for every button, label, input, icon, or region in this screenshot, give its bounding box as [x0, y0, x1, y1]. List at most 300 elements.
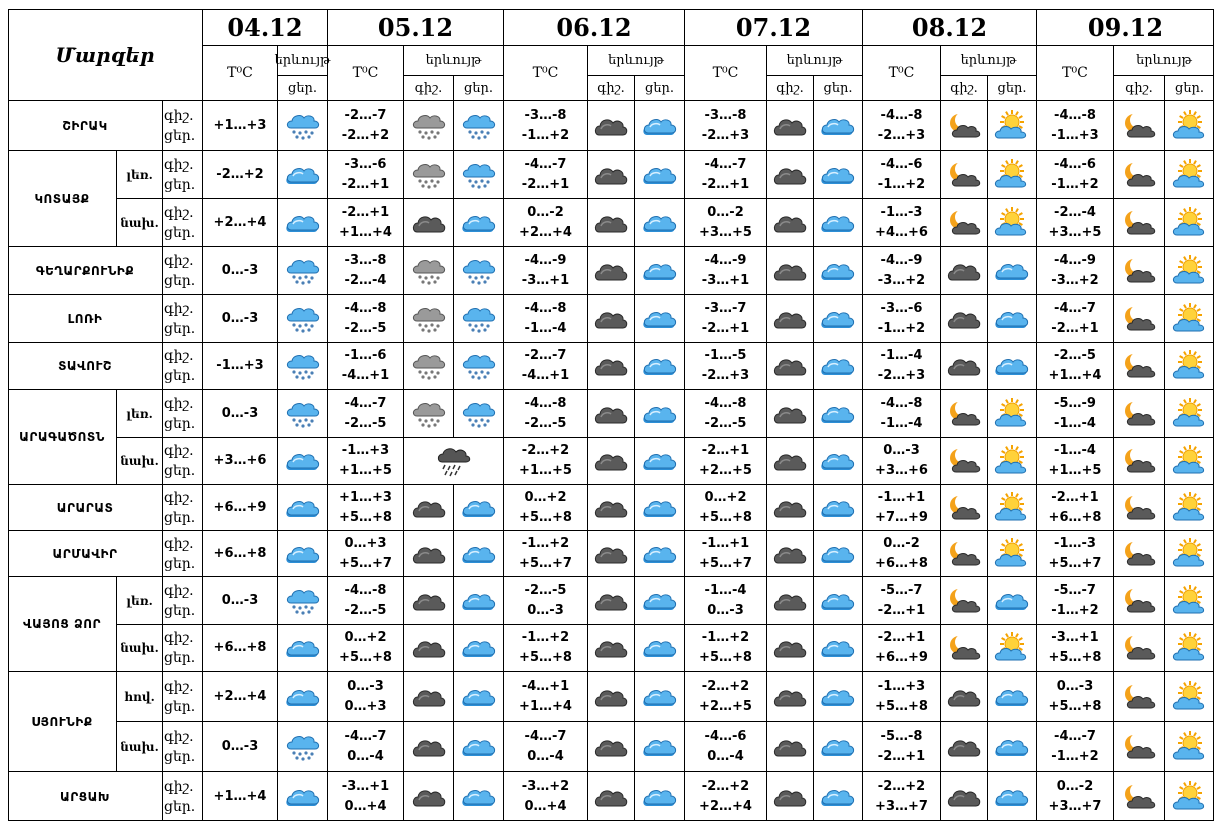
- day-temperature: +5…+8: [875, 698, 928, 714]
- night-temperature: -5…-9: [1054, 395, 1096, 411]
- day-label: ցեր.: [164, 463, 196, 479]
- temperature-cell: [862, 150, 940, 198]
- weather-icon-cell: [634, 624, 684, 671]
- night-label: գիշ.: [164, 778, 194, 795]
- night-temperature: -1…+2: [521, 630, 570, 645]
- blue-cloud-icon: [285, 782, 321, 812]
- snow-gray-cloud-icon: [411, 256, 447, 286]
- blue-cloud-icon: [820, 256, 856, 286]
- weather-icon-cell: [813, 484, 862, 530]
- moon-cloud-icon: [1121, 732, 1157, 762]
- night-temperature: -1…+3: [877, 678, 926, 694]
- weather-icon-cell: [1164, 342, 1214, 389]
- night-temperature: -2…+1: [341, 204, 390, 220]
- night-header: գիշ.: [403, 75, 453, 100]
- weather-icon-cell: [453, 624, 503, 671]
- weather-icon-cell: [766, 198, 813, 246]
- day-temperature: +2…+4: [213, 688, 267, 704]
- day-temperature: +3…+6: [213, 453, 267, 468]
- night-day-labels: [162, 484, 202, 530]
- night-temperature: -4…-8: [524, 300, 567, 316]
- night-temperature: -1…+1: [877, 489, 926, 505]
- gray-cloud-icon: [593, 586, 629, 616]
- temperature-cell: [503, 198, 587, 246]
- gray-cloud-icon: [593, 539, 629, 569]
- weather-icon-cell: [403, 721, 453, 771]
- temperature-cell: [503, 771, 587, 821]
- weather-icon-cell: [940, 576, 987, 624]
- day-temperature: -2…+1: [701, 320, 750, 336]
- temperature-cell: [1036, 437, 1113, 484]
- temperature-cell: [862, 246, 940, 294]
- moon-cloud-icon: [946, 111, 982, 141]
- subregion-label: նախ.: [116, 721, 162, 771]
- day-temperature: -2…+2: [216, 166, 264, 182]
- day-temperature: -2…+1: [341, 176, 390, 192]
- weather-icon-cell: [587, 342, 634, 389]
- weather-icon-cell: [634, 246, 684, 294]
- snow-cloud-icon: [285, 732, 321, 762]
- day-temperature: 0…-4: [347, 748, 384, 764]
- snow-cloud-icon: [461, 304, 497, 334]
- phenomenon-header: երևույթ: [587, 45, 684, 75]
- region-name: ԱՐԱԳԱԾՈՏՆ: [8, 389, 116, 484]
- moon-cloud-icon: [1121, 682, 1157, 712]
- weather-icon-cell: [403, 771, 453, 821]
- day-temperature: +5…+8: [519, 509, 572, 525]
- blue-cloud-icon: [285, 539, 321, 569]
- gray-cloud-icon: [593, 732, 629, 762]
- night-temperature: -2…+2: [701, 678, 750, 694]
- blue-cloud-icon: [461, 208, 497, 238]
- subregion-label: լեռ.: [116, 389, 162, 437]
- night-temperature: -4…-7: [524, 728, 567, 744]
- blue-cloud-icon: [642, 351, 678, 381]
- day-temperature: +2…+5: [699, 698, 752, 714]
- day-temperature: -1…+2: [877, 320, 926, 336]
- day-temperature: -1…+2: [877, 176, 926, 192]
- snow-gray-cloud-icon: [411, 160, 447, 190]
- day-label: ցեր.: [164, 415, 196, 432]
- night-label: գիշ.: [164, 395, 194, 412]
- temperature-cell: [684, 771, 766, 821]
- date-header: 05.12: [327, 9, 503, 45]
- temperature-cell: [1036, 671, 1113, 721]
- day-label: ցեր.: [164, 320, 196, 337]
- weather-icon-cell: [987, 624, 1036, 671]
- day-label: ցեր.: [164, 650, 196, 666]
- weather-icon-cell: [587, 671, 634, 721]
- blue-cloud-icon: [820, 399, 856, 429]
- night-header: գիշ.: [766, 75, 813, 100]
- day-temperature: +6…+9: [213, 499, 267, 515]
- day-temperature: -1…-4: [880, 415, 923, 431]
- day-temperature: 0…+4: [524, 798, 567, 814]
- day-temperature: -2…+3: [877, 368, 926, 383]
- weather-icon-cell: [987, 342, 1036, 389]
- snow-cloud-icon: [461, 111, 497, 141]
- night-temperature: 0…+2: [704, 489, 747, 505]
- weather-icon-cell: [940, 484, 987, 530]
- weather-icon-cell: [277, 437, 327, 484]
- temperature-cell: [1036, 624, 1113, 671]
- gray-cloud-icon: [411, 682, 447, 712]
- weather-icon-cell: [277, 342, 327, 389]
- night-temperature: -3…-7: [704, 300, 747, 316]
- temperature-cell: [503, 484, 587, 530]
- blue-cloud-icon: [994, 351, 1030, 381]
- night-temperature: -4…-9: [1054, 252, 1096, 268]
- night-temperature: -2…-4: [1054, 204, 1096, 220]
- weather-icon-cell: [1164, 624, 1214, 671]
- day-temperature: -2…+3: [877, 127, 926, 143]
- weather-icon-cell: [587, 624, 634, 671]
- day-temperature: 0…-3: [221, 738, 259, 754]
- weather-icon-cell: [1164, 294, 1214, 342]
- night-temperature: -3…-6: [344, 156, 387, 172]
- gray-cloud-icon: [593, 446, 629, 476]
- snow-cloud-icon: [285, 586, 321, 616]
- night-temperature: -4…-8: [880, 107, 923, 123]
- night-temperature: -4…-8: [344, 582, 387, 598]
- day-label: ցեր.: [164, 127, 196, 144]
- moon-cloud-icon: [1121, 446, 1157, 476]
- weather-icon-cell: [277, 389, 327, 437]
- gray-cloud-icon: [772, 493, 808, 523]
- temperature-cell: [202, 246, 277, 294]
- day-temperature: 0…-4: [707, 748, 744, 764]
- weather-icon-cell: [277, 198, 327, 246]
- weather-icon-cell: [634, 389, 684, 437]
- moon-cloud-icon: [1121, 256, 1157, 286]
- day-temperature: +3…+7: [875, 798, 928, 814]
- weather-icon-cell: [587, 437, 634, 484]
- blue-cloud-icon: [642, 539, 678, 569]
- weather-icon-cell: [766, 294, 813, 342]
- subregion-label: լեռ.: [116, 150, 162, 198]
- night-label: գիշ.: [164, 728, 194, 745]
- weather-icon-cell: [1164, 530, 1214, 576]
- sun-cloud-icon: [1172, 111, 1208, 141]
- weather-icon-cell: [813, 100, 862, 150]
- weather-icon-cell: [403, 484, 453, 530]
- weather-icon-cell: [587, 246, 634, 294]
- weather-icon-cell: [940, 530, 987, 576]
- temperature-cell: [327, 246, 403, 294]
- weather-icon-cell: [813, 389, 862, 437]
- day-temperature: +5…+7: [519, 555, 572, 571]
- sun-cloud-icon: [1172, 493, 1208, 523]
- day-label: ցեր.: [164, 509, 196, 526]
- night-temperature: 0…+2: [344, 630, 387, 645]
- night-label: գիշ.: [164, 107, 194, 124]
- region-name: ԱՐՑԱԽ: [8, 771, 162, 821]
- weather-icon-cell: [940, 100, 987, 150]
- weather-icon-cell: [1164, 721, 1214, 771]
- weather-icon-cell: [813, 198, 862, 246]
- gray-cloud-icon: [772, 208, 808, 238]
- weather-icon-cell: [940, 624, 987, 671]
- weather-icon-cell: [634, 150, 684, 198]
- subregion-label: հով.: [116, 671, 162, 721]
- blue-cloud-icon: [642, 256, 678, 286]
- sun-cloud-icon: [994, 208, 1030, 238]
- blue-cloud-icon: [642, 208, 678, 238]
- temperature-cell: [1036, 576, 1113, 624]
- rain-cloud-icon: [436, 446, 472, 476]
- day-temperature: -3…+2: [1051, 272, 1099, 288]
- day-label: ցեր.: [164, 602, 196, 619]
- weather-icon-cell: [587, 771, 634, 821]
- gray-cloud-icon: [772, 782, 808, 812]
- weather-icon-cell: [634, 671, 684, 721]
- night-temperature: 0…-2: [883, 535, 920, 551]
- night-day-labels: [162, 437, 202, 484]
- night-day-labels: [162, 771, 202, 821]
- weather-icon-cell: [587, 198, 634, 246]
- temperature-cell: [202, 294, 277, 342]
- weather-icon-cell: [587, 484, 634, 530]
- day-temperature: -2…+3: [701, 127, 750, 143]
- gray-cloud-icon: [593, 493, 629, 523]
- temperature-cell: [862, 198, 940, 246]
- temperature-cell: [503, 246, 587, 294]
- phenomenon-header: երևույթ: [277, 45, 327, 75]
- gray-cloud-icon: [411, 208, 447, 238]
- weather-icon-cell: [1164, 150, 1214, 198]
- weather-icon-cell: [277, 294, 327, 342]
- day-temperature: -2…+1: [701, 176, 750, 192]
- date-header: 06.12: [503, 9, 684, 45]
- temperature-cell: [327, 624, 403, 671]
- night-label: գիշ.: [164, 348, 194, 364]
- weather-icon-cell: [766, 576, 813, 624]
- temperature-cell: [202, 771, 277, 821]
- gray-cloud-icon: [946, 682, 982, 712]
- weather-icon-cell: [1113, 530, 1164, 576]
- sun-cloud-icon: [1172, 399, 1208, 429]
- region-name: ԳԵՂԱՐՔՈՒՆԻՔ: [8, 246, 162, 294]
- sun-cloud-icon: [994, 539, 1030, 569]
- weather-icon-cell: [987, 294, 1036, 342]
- gray-cloud-icon: [772, 160, 808, 190]
- temperature-cell: [327, 576, 403, 624]
- day-temperature: +1…+4: [519, 698, 572, 714]
- night-temperature: -1…+2: [701, 630, 750, 645]
- temperature-cell: [327, 198, 403, 246]
- day-label: ցեր.: [164, 176, 196, 193]
- sun-cloud-icon: [1172, 782, 1208, 812]
- day-temperature: -2…+1: [1051, 320, 1099, 336]
- gray-cloud-icon: [772, 111, 808, 141]
- night-label: գիշ.: [164, 156, 194, 173]
- temperature-cell: [1036, 198, 1113, 246]
- day-temperature: +6…+9: [875, 650, 928, 665]
- gray-cloud-icon: [593, 351, 629, 381]
- blue-cloud-icon: [642, 446, 678, 476]
- blue-cloud-icon: [642, 160, 678, 190]
- day-label: ցեր.: [164, 555, 196, 572]
- night-temperature: -4…-8: [344, 300, 387, 316]
- sun-cloud-icon: [1172, 586, 1208, 616]
- moon-cloud-icon: [1121, 111, 1157, 141]
- day-temperature: +1…+4: [1048, 368, 1102, 383]
- weather-icon-cell: [403, 294, 453, 342]
- day-temperature: +5…+8: [519, 650, 572, 665]
- day-temperature: -1…+3: [216, 358, 264, 373]
- blue-cloud-icon: [461, 539, 497, 569]
- weather-icon-cell: [1113, 246, 1164, 294]
- day-temperature: +3…+7: [1048, 798, 1102, 814]
- temperature-cell: [862, 576, 940, 624]
- day-temperature: +5…+8: [699, 650, 752, 665]
- snow-gray-cloud-icon: [411, 111, 447, 141]
- weather-icon-cell: [587, 530, 634, 576]
- weather-icon-cell: [813, 624, 862, 671]
- weather-icon-cell: [587, 294, 634, 342]
- sun-cloud-icon: [1172, 351, 1208, 381]
- blue-cloud-icon: [820, 782, 856, 812]
- weather-icon-cell: [1113, 100, 1164, 150]
- weather-icon-cell: [987, 484, 1036, 530]
- weather-icon-cell: [453, 198, 503, 246]
- temperature-header: T⁰C: [1036, 45, 1113, 100]
- night-temperature: -4…-8: [880, 395, 923, 411]
- weather-icon-cell: [277, 484, 327, 530]
- night-temperature: -3…-8: [704, 107, 747, 123]
- night-temperature: -4…-8: [704, 395, 747, 411]
- night-temperature: -4…-8: [1054, 107, 1096, 123]
- day-temperature: -2…-5: [344, 415, 387, 431]
- day-temperature: -3…+2: [877, 272, 926, 288]
- weather-icon-cell: [1113, 437, 1164, 484]
- blue-cloud-icon: [642, 682, 678, 712]
- day-temperature: +1…+5: [339, 463, 392, 478]
- temperature-cell: [503, 389, 587, 437]
- temperature-cell: [684, 100, 766, 150]
- day-temperature: -1…-4: [524, 320, 567, 336]
- snow-cloud-icon: [461, 399, 497, 429]
- day-temperature: +2…+4: [213, 214, 267, 230]
- night-temperature: -3…+2: [521, 778, 570, 794]
- blue-cloud-icon: [820, 682, 856, 712]
- weather-icon-cell: [277, 246, 327, 294]
- night-temperature: -1…-4: [704, 582, 747, 598]
- weather-icon-cell: [453, 389, 503, 437]
- region-name: ԿՈՏԱՅՔ: [8, 150, 116, 246]
- moon-cloud-icon: [1121, 633, 1157, 663]
- day-temperature: 0…-3: [707, 602, 744, 618]
- temperature-cell: [327, 671, 403, 721]
- weather-icon-cell: [634, 437, 684, 484]
- blue-cloud-icon: [642, 782, 678, 812]
- sun-cloud-icon: [1172, 732, 1208, 762]
- temperature-cell: [202, 576, 277, 624]
- temperature-cell: [684, 342, 766, 389]
- blue-cloud-icon: [820, 111, 856, 141]
- day-temperature: -2…-5: [344, 602, 387, 618]
- weather-icon-cell: [1164, 576, 1214, 624]
- temperature-cell: [327, 771, 403, 821]
- night-temperature: -3…-8: [524, 107, 567, 123]
- weather-icon-cell: [940, 721, 987, 771]
- weather-icon-cell: [453, 246, 503, 294]
- weather-icon-cell: [766, 389, 813, 437]
- blue-cloud-icon: [994, 782, 1030, 812]
- weather-icon-cell: [453, 342, 503, 389]
- date-header: 04.12: [202, 9, 327, 45]
- temperature-cell: [684, 246, 766, 294]
- weather-icon-cell: [766, 150, 813, 198]
- weather-icon-cell: [634, 484, 684, 530]
- day-temperature: -3…+1: [701, 272, 750, 288]
- night-temperature: 0…-3: [1056, 678, 1094, 694]
- moon-cloud-icon: [1121, 399, 1157, 429]
- night-day-labels: [162, 389, 202, 437]
- weather-icon-cell: [813, 771, 862, 821]
- weather-icon-cell: [987, 246, 1036, 294]
- night-day-labels: [162, 530, 202, 576]
- weather-icon-cell: [453, 100, 503, 150]
- weather-icon-cell: [987, 671, 1036, 721]
- gray-cloud-icon: [411, 493, 447, 523]
- blue-cloud-icon: [461, 732, 497, 762]
- gray-cloud-icon: [411, 586, 447, 616]
- gray-cloud-icon: [411, 782, 447, 812]
- day-temperature: +5…+8: [339, 650, 392, 665]
- day-header: ցեր.: [813, 75, 862, 100]
- temperature-cell: [503, 150, 587, 198]
- weather-icon-cell: [403, 624, 453, 671]
- weather-icon-cell: [1164, 246, 1214, 294]
- day-temperature: -2…-5: [524, 415, 567, 431]
- weather-icon-cell: [634, 721, 684, 771]
- weather-icon-cell: [987, 198, 1036, 246]
- temperature-cell: [1036, 721, 1113, 771]
- day-temperature: -2…-5: [704, 415, 747, 431]
- temperature-cell: [1036, 530, 1113, 576]
- blue-cloud-icon: [461, 493, 497, 523]
- weather-icon-cell: [403, 150, 453, 198]
- moon-cloud-icon: [946, 160, 982, 190]
- temperature-cell: [1036, 484, 1113, 530]
- gray-cloud-icon: [772, 256, 808, 286]
- weather-icon-cell: [587, 389, 634, 437]
- day-label: ցեր.: [164, 798, 196, 815]
- weather-icon-cell: [403, 100, 453, 150]
- weather-icon-cell: [766, 484, 813, 530]
- day-temperature: +5…+8: [339, 509, 392, 525]
- temperature-cell: [862, 671, 940, 721]
- night-temperature: -5…-7: [1054, 582, 1096, 598]
- day-temperature: +5…+7: [339, 555, 392, 571]
- night-day-labels: [162, 150, 202, 198]
- moon-cloud-icon: [1121, 304, 1157, 334]
- day-temperature: 0…-3: [221, 405, 259, 421]
- gray-cloud-icon: [593, 256, 629, 286]
- weather-icon-cell: [766, 721, 813, 771]
- temperature-cell: [503, 294, 587, 342]
- weather-icon-cell: [634, 198, 684, 246]
- weather-icon-cell: [1164, 671, 1214, 721]
- night-temperature: -2…+1: [877, 630, 926, 645]
- night-temperature: -3…+1: [1051, 630, 1099, 645]
- day-temperature: +5…+8: [1048, 650, 1102, 665]
- weather-icon-cell: [987, 721, 1036, 771]
- night-temperature: -4…-7: [344, 395, 387, 411]
- temperature-cell: [202, 530, 277, 576]
- temperature-cell: [503, 671, 587, 721]
